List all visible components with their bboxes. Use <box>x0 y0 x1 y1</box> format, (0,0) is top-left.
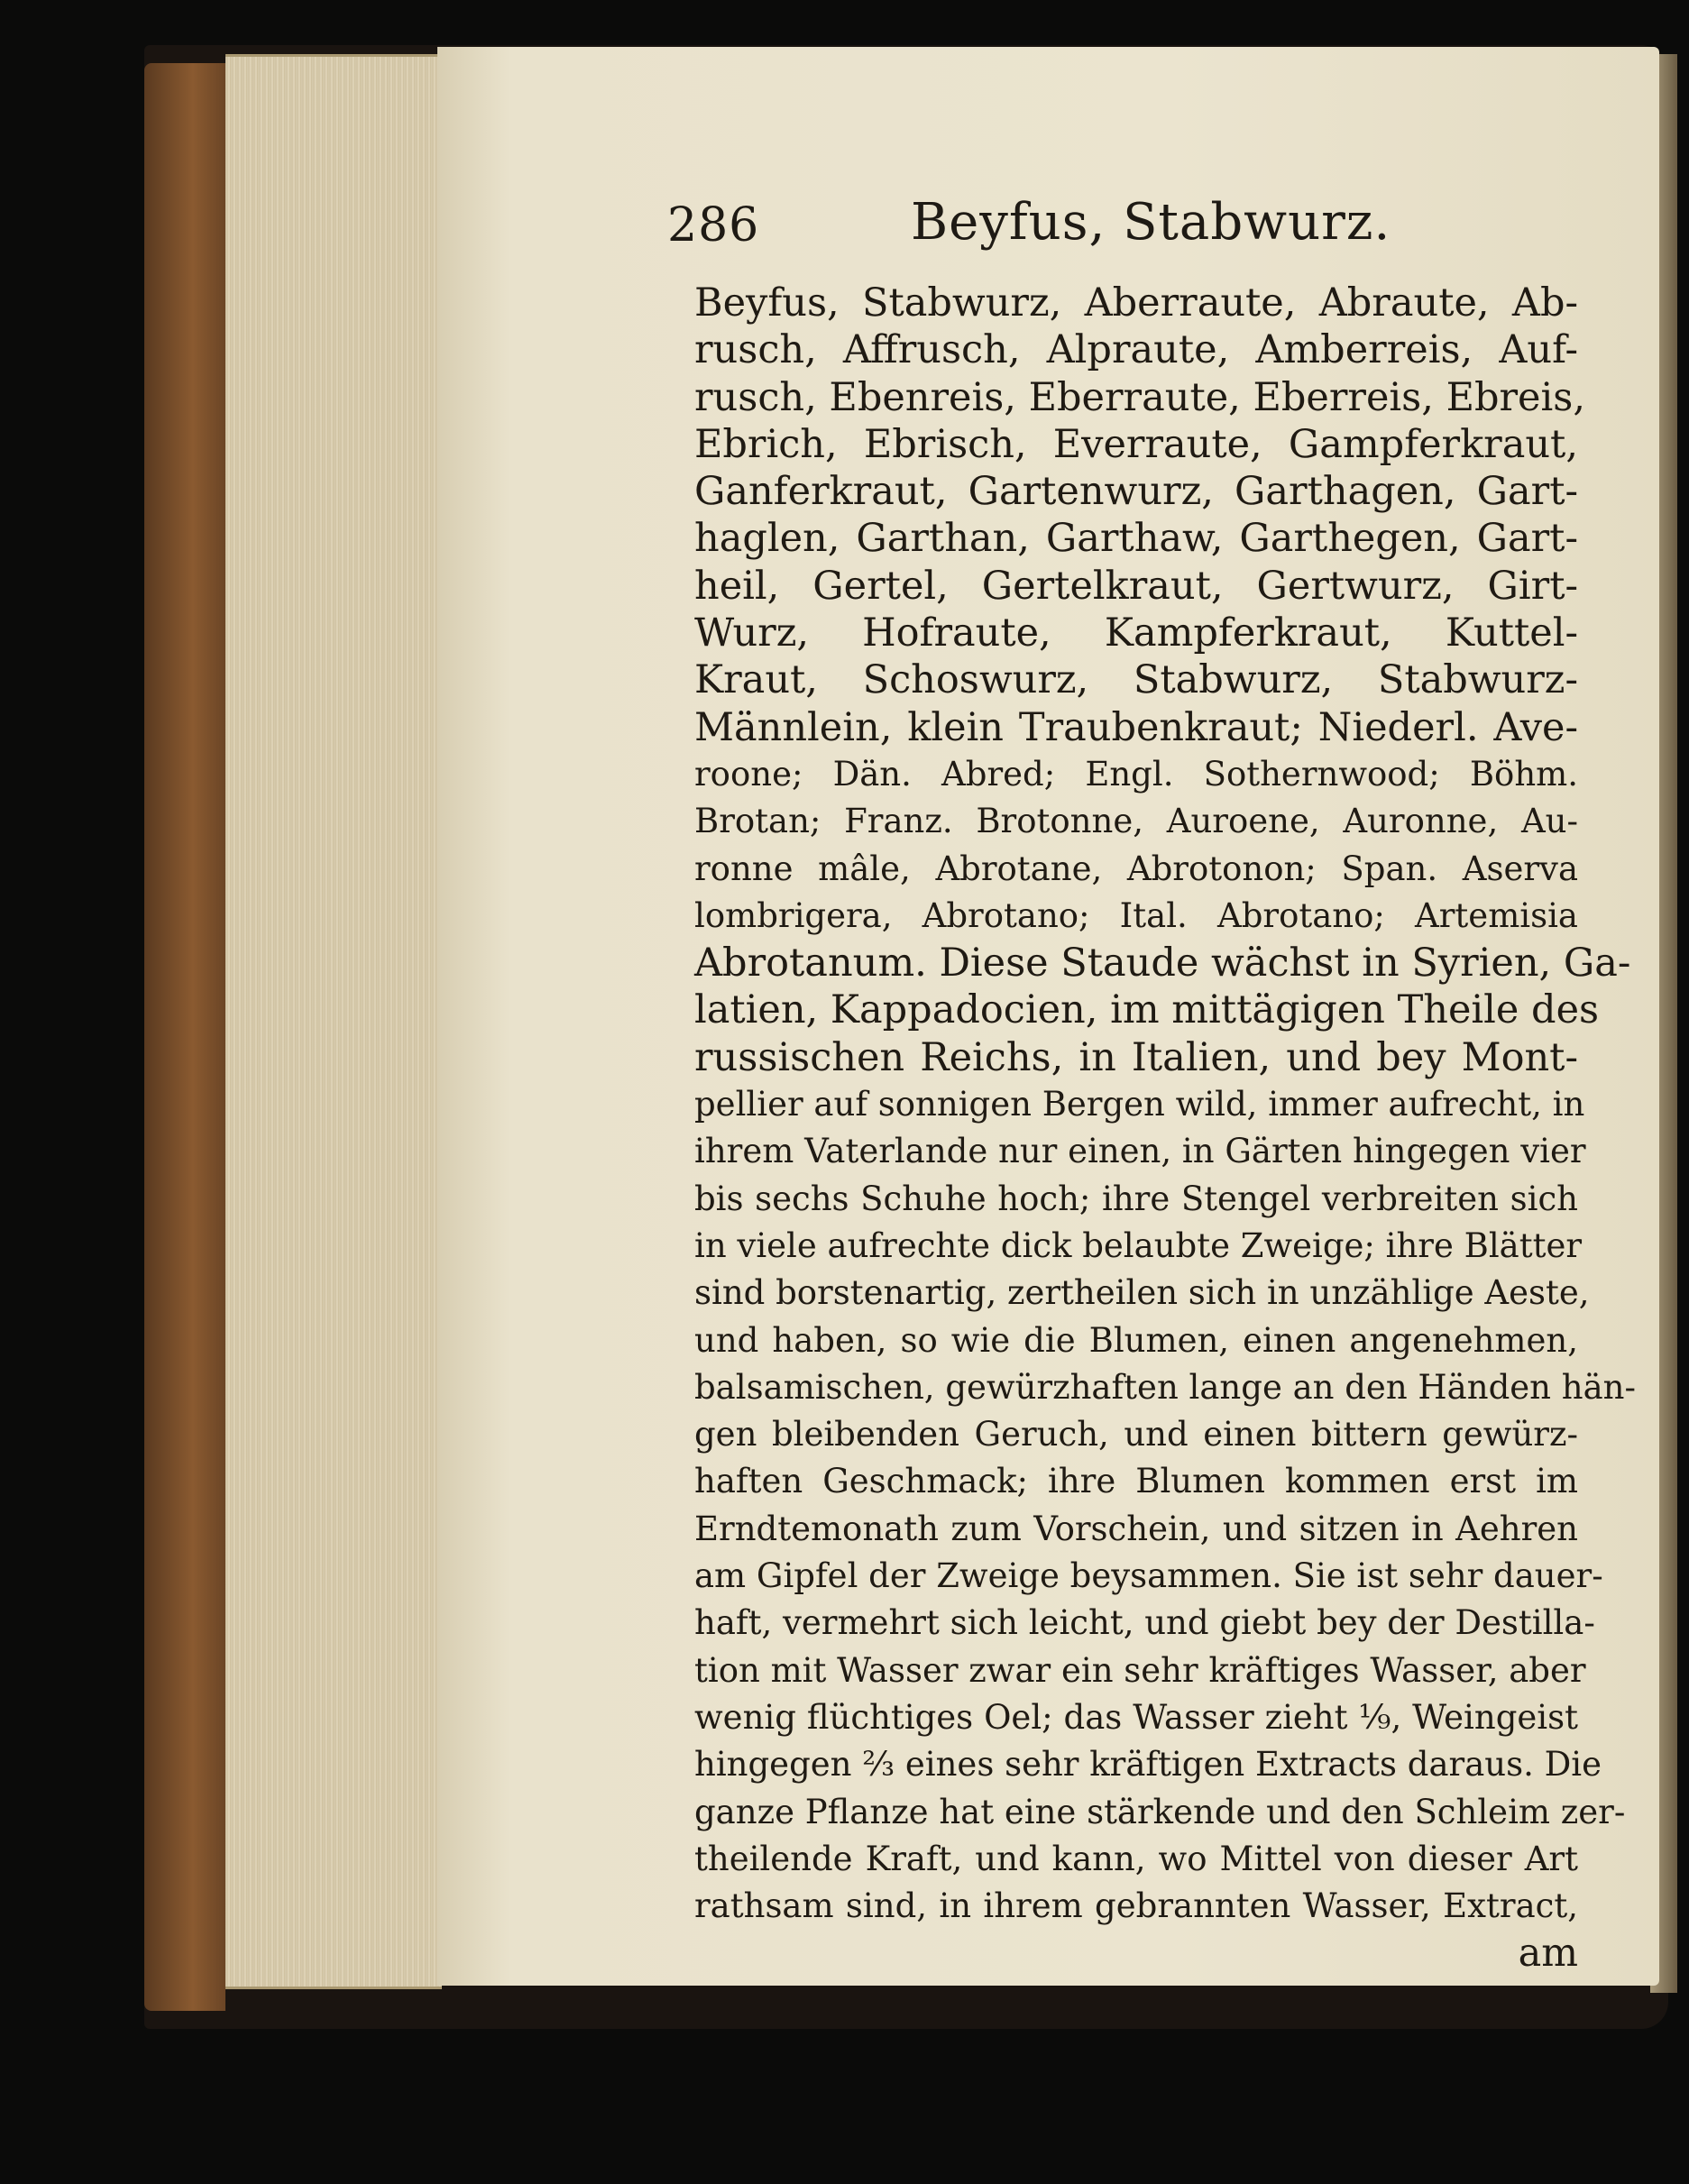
text-line: balsamischen, gewürzhaften lange an den Händen hän- <box>694 1367 1636 1407</box>
text-line: Männlein, klein Traubenkraut; Niederl. Ave- <box>694 704 1578 750</box>
text-line: tion mit Wasser zwar ein sehr kräftiges Wasser, aber <box>694 1650 1586 1690</box>
text-line: ronne mâle, Abrotane, Abrotonon; Span. Aserva <box>694 849 1578 888</box>
text-line: sind borstenartig, zertheilen sich in unzählige Aeste, <box>694 1273 1590 1313</box>
page-number: 286 <box>667 198 760 252</box>
text-line: rusch, Affrusch, Alpraute, Amberreis, Auf- <box>694 327 1578 373</box>
text-line: gen bleibenden Geruch, und einen bittern gewürz- <box>694 1415 1578 1454</box>
text-line: am Gipfel der Zweige beysammen. Sie ist sehr dauer- <box>694 1556 1603 1596</box>
text-line: ihrem Vaterlande nur einen, in Gärten hingegen vier <box>694 1132 1586 1171</box>
text-line: heil, Gertel, Gertelkraut, Gertwurz, Girt- <box>694 563 1578 609</box>
text-line: Ebrich, Ebrisch, Everraute, Gampferkraut, <box>694 421 1578 467</box>
text-line: pellier auf sonnigen Bergen wild, immer aufrecht, in <box>694 1085 1585 1124</box>
text-line: haft, vermehrt sich leicht, und giebt bey der Destilla- <box>694 1603 1595 1643</box>
text-line: haften Geschmack; ihre Blumen kommen erst im <box>694 1462 1578 1501</box>
page-edges <box>225 54 442 1989</box>
text-line: rusch, Ebenreis, Eberraute, Eberreis, Ebreis, <box>694 374 1585 420</box>
text-line: theilende Kraft, und kann, wo Mittel von dieser Art <box>694 1839 1578 1878</box>
text-line: latien, Kappadocien, im mittägigen Theile des <box>694 987 1600 1033</box>
text-line: Brotan; Franz. Brotonne, Auroene, Auronne, Au- <box>694 802 1578 841</box>
text-line: roone; Dän. Abred; Engl. Sothernwood; Böhm. <box>694 754 1578 794</box>
text-line: ganze Pflanze hat eine stärkende und den Schleim zer- <box>694 1792 1626 1831</box>
text-line: Wurz, Hofraute, Kampferkraut, Kuttel- <box>694 610 1578 656</box>
text-line: haglen, Garthan, Garthaw, Garthegen, Gart- <box>694 516 1578 562</box>
text-line: Erndtemonath zum Vorschein, und sitzen in Aehren <box>694 1509 1578 1548</box>
text-line: Beyfus, Stabwurz, Aberraute, Abraute, Ab- <box>694 280 1578 326</box>
text-line: in viele aufrechte dick belaubte Zweige; ihre Blätter <box>694 1225 1583 1265</box>
body-text <box>694 280 1636 1978</box>
text-line: russischen Reichs, in Italien, und bey Mont- <box>694 1034 1578 1080</box>
text-line: und haben, so wie die Blumen, einen angenehmen, <box>694 1320 1578 1360</box>
book-cover-edge <box>144 63 225 2011</box>
text-line: Ganferkraut, Gartenwurz, Garthagen, Gart- <box>694 469 1578 515</box>
text-line: bis sechs Schuhe hoch; ihre Stengel verbreiten sich <box>694 1179 1578 1218</box>
text-line: lombrigera, Abrotano; Ital. Abrotano; Artemisia <box>694 895 1578 935</box>
text-line: wenig flüchtiges Oel; das Wasser zieht ⅑, Weingeist <box>694 1697 1578 1737</box>
text-line: rathsam sind, in ihrem gebrannten Wasser, Extract, <box>694 1886 1578 1926</box>
text-line: Kraut, Schoswurz, Stabwurz, Stabwurz- <box>694 657 1578 703</box>
catchword: am <box>1518 1931 1578 1977</box>
text-line: hingegen ⅔ eines sehr kräftigen Extracts daraus. Die <box>694 1745 1602 1785</box>
running-head: Beyfus, Stabwurz. <box>911 193 1391 252</box>
text-line: Abrotanum. Diese Staude wächst in Syrien, Ga- <box>694 941 1631 986</box>
